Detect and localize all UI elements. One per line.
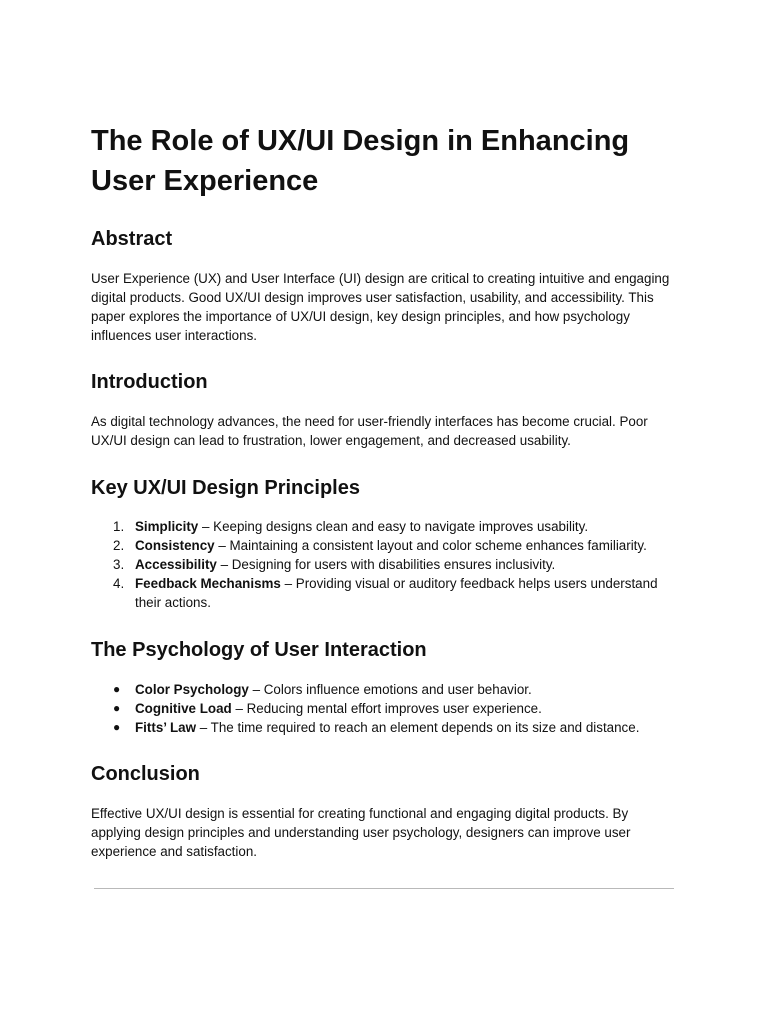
principles-list <box>91 517 681 612</box>
principles-heading: Key UX/UI Design Principles <box>91 477 360 499</box>
list-item-desc: – Keeping designs clean and easy to navigate improves usability. <box>198 519 589 534</box>
page-title: The Role of UX/UI Design in Enhancing User Experience <box>91 125 630 197</box>
list-item-desc: – Colors influence emotions and user behavior. <box>248 682 532 697</box>
abstract-heading: Abstract <box>91 228 173 250</box>
list-number: 2. <box>113 538 125 553</box>
list-item <box>91 555 681 574</box>
conclusion-text: Effective UX/UI design is essential for creating functional and engaging digital products. By applying design principles and understanding user psychology, designers can improve user experience and satisfaction. <box>91 806 631 859</box>
bullet-icon: ● <box>113 682 121 696</box>
list-item-term: Accessibility <box>135 557 217 572</box>
list-item-desc: – Providing visual or auditory feedback helps users understand their actions. <box>135 576 658 610</box>
list-item-term: Color Psychology <box>135 682 249 697</box>
list-item <box>91 680 681 699</box>
list-number: 3. <box>113 557 125 572</box>
list-item-term: Cognitive Load <box>135 701 232 716</box>
list-item-term: Consistency <box>135 538 215 553</box>
list-item-term: Fitts’ Law <box>135 720 197 735</box>
conclusion-heading: Conclusion <box>91 763 200 785</box>
horizontal-divider <box>94 888 674 889</box>
list-number: 1. <box>113 519 125 534</box>
list-item-term: Simplicity <box>135 519 199 534</box>
bullet-icon: ● <box>113 701 121 715</box>
list-item <box>91 536 681 555</box>
list-item-desc: – Reducing mental effort improves user experience. <box>231 701 542 716</box>
abstract-text: User Experience (UX) and User Interface (UI) design are critical to creating intuitive and engaging digital products. Good UX/UI design improves user satisfaction, usability, and accessibility. This paper explores the importance of UX/UI design, key design principles, and how psychology influences user interactions. <box>91 271 670 343</box>
list-item-desc: – Maintaining a consistent layout and color scheme enhances familiarity. <box>214 538 647 553</box>
list-item <box>91 718 681 737</box>
list-number: 4. <box>113 576 125 591</box>
list-item <box>91 574 681 612</box>
psychology-heading: The Psychology of User Interaction <box>91 639 427 661</box>
list-item <box>91 517 681 536</box>
list-item-desc: – The time required to reach an element depends on its size and distance. <box>196 720 640 735</box>
psychology-list <box>91 680 681 737</box>
list-item-term: Feedback Mechanisms <box>135 576 281 591</box>
introduction-text: As digital technology advances, the need for user-friendly interfaces has become crucial. Poor UX/UI design can lead to frustration, lower engagement, and decreased usability. <box>91 414 648 448</box>
list-item <box>91 699 681 718</box>
introduction-heading: Introduction <box>91 371 208 393</box>
bullet-icon: ● <box>113 720 121 734</box>
list-item-desc: – Designing for users with disabilities ensures inclusivity. <box>216 557 556 572</box>
